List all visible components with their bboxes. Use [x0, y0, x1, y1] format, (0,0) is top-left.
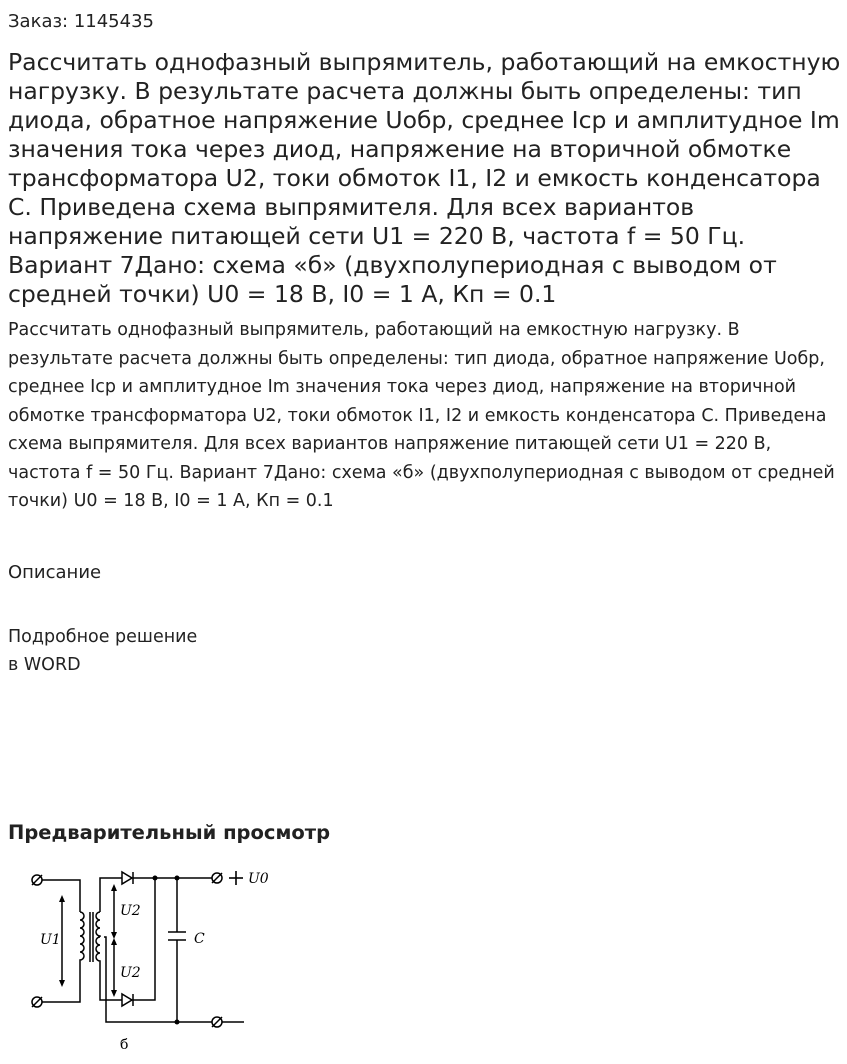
junction-dot [153, 876, 158, 881]
page-title: Рассчитать однофазный выпрямитель, работающий на емкостную нагрузку. В результате расчета должны быть определены: тип диода, обратное напряжение Uобр, среднее Iср и амплитудное Im значения тока через диод, напряжение на вторичной обмотке трансформатора U2, токи обмоток I1, I2 и емкость конденсатора С. Приведена схема выпрямителя. Для всех вариантов напряжение питающей сети U1 = 220 В, частота f = 50 Гц. Вариант 7Дано: схема «б» (двухполупериодная с выводом от средней точки) U0 = 18 В, I0 = 1 А, Кп = 0.1 [8, 48, 841, 308]
diode-bottom [122, 994, 133, 1006]
task-description: Рассчитать однофазный выпрямитель, работающий на емкостную нагрузку. В результате расчета должны быть определены: тип диода, обратное напряжение Uобр, среднее Iср и амплитудное Im значения тока через диод, напряжение на вторичной обмотке трансформатора U2, токи обмоток I1, I2 и емкость конденсатора С. Приведена схема выпрямителя. Для всех вариантов напряжение питающей сети U1 = 220 В, частота f = 50 Гц. Вариант 7Дано: схема «б» (двухполупериодная с выводом от средней точки) U0 = 18 В, I0 = 1 А, Кп = 0.1 [8, 320, 835, 511]
label-u2-bottom: U2 [120, 965, 141, 981]
output-terminal-positive [212, 873, 222, 883]
label-u0: U0 [248, 871, 269, 887]
secondary-winding-bottom [96, 937, 100, 962]
label-c: C [194, 931, 205, 947]
plus-sign [229, 871, 243, 885]
secondary-winding-top [96, 912, 100, 937]
junction-dot [175, 876, 180, 881]
description-section-label: Описание [8, 562, 102, 583]
input-terminal-top [32, 875, 42, 885]
preview-heading: Предварительный просмотр [8, 821, 331, 844]
junction-dot [175, 1020, 180, 1025]
solution-format-note [8, 623, 197, 679]
order-number: Заказ: 1145435 [8, 11, 154, 32]
label-u2-top: U2 [120, 903, 141, 919]
solution-line-1: Подробное решение [8, 627, 198, 647]
solution-line-2: в WORD [8, 655, 81, 675]
primary-winding [80, 912, 84, 962]
rectifier-schematic [22, 862, 282, 1057]
input-terminal-bottom [32, 997, 42, 1007]
caption: б [120, 1037, 129, 1053]
output-terminal-negative [212, 1017, 222, 1027]
diode-top [122, 872, 133, 884]
label-u1: U1 [40, 932, 61, 948]
